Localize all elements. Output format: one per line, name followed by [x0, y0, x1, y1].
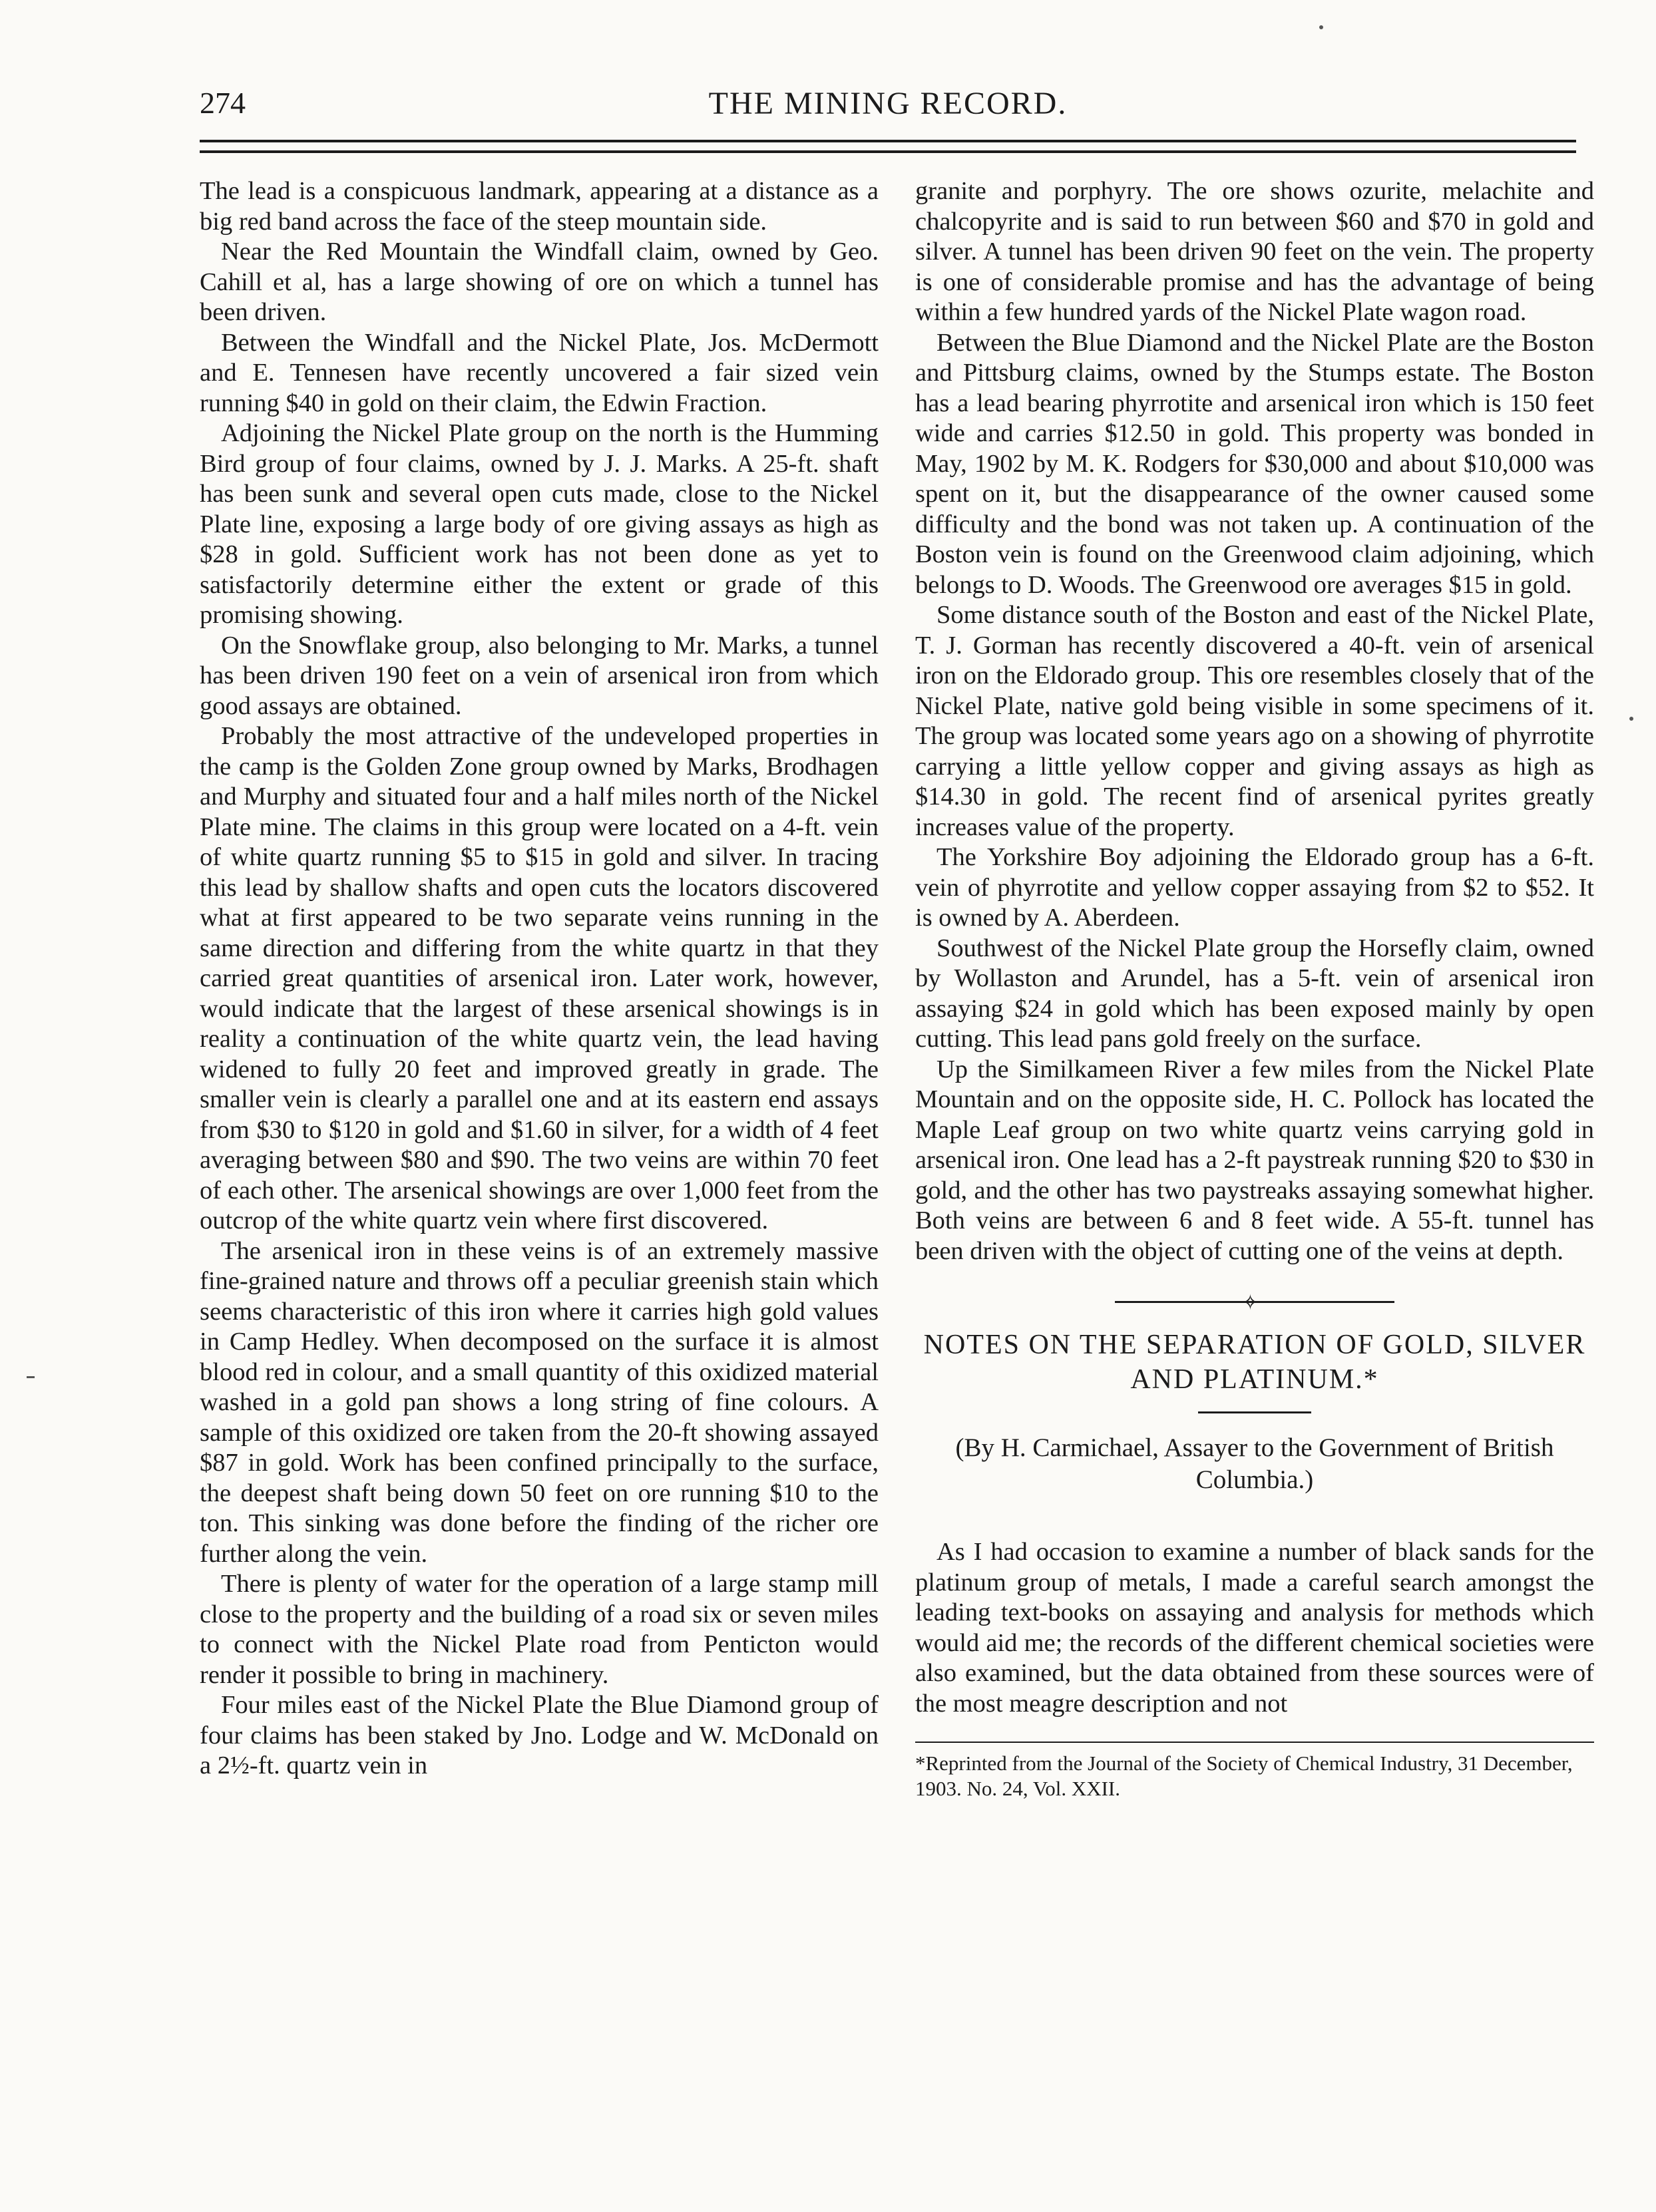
body-paragraph: The Yorkshire Boy adjoining the Eldorado group has a 6-ft. vein of phyrrotite and yellow copper assaying from $2 to $52. It is owned by A. Aberdeen. — [915, 843, 1594, 932]
section-separator — [915, 1289, 1594, 1316]
margin-speck — [1319, 25, 1323, 29]
body-paragraph: Southwest of the Nickel Plate group the Horsefly claim, owned by Wollaston and Arundel, has a 5-ft. vein of arsenical iron assaying $24 in gold which has been exposed mainly by open cutting. This lead pans gold freely on the surface. — [915, 934, 1594, 1053]
margin-speck — [27, 1376, 35, 1378]
body-paragraph: Adjoining the Nickel Plate group on the north is the Humming Bird group of four claims, owned by J. J. Marks. A 25-ft. shaft has been sunk and several open cuts made, close to the Nickel Plate line, exposing a large body of ore giving assays as high as $28 in gold. Sufficient work has not been done as yet to satisfactorily determine either the extent or grade of this promising showing. — [200, 419, 879, 629]
body-paragraph: Between the Blue Diamond and the Nickel Plate are the Boston and Pittsburg claims, owned by the Stumps estate. The Boston has a lead bearing phyrrotite and arsenical iron which is 150 feet wide and carries $12.50 in gold. This property was bonded in May, 1902 by M. K. Rodgers for $30,000 and about $10,000 was spent on it, but the disappearance of the owner caused some difficulty and the bond was not taken up. A continuation of the Boston vein is found on the Greenwood claim adjoining, which belongs to D. Woods. The Greenwood ore averages $15 in gold. — [915, 328, 1594, 599]
left-column — [200, 176, 879, 1781]
body-paragraph: Up the Similkameen River a few miles from the Nickel Plate Mountain and on the opposite side, H. C. Pollock has located the Maple Leaf group on two white quartz veins carrying gold in arsenical iron. One lead has a 2-ft paystreak running $20 to $30 in gold, and the other has two paystreaks assaying somewhat higher. Both veins are between 6 and 8 feet wide. A 55-ft. tunnel has been driven with the object of cutting one of the veins at depth. — [915, 1055, 1594, 1265]
article-paragraph: As I had occasion to examine a number of black sands for the platinum group of metals, I made a careful search amongst the leading text-books on assaying and analysis for methods which would aid me; the records of the different chemical societies were also examined, but the data obtained from these sources were of the most meagre description and not — [915, 1538, 1594, 1718]
margin-speck — [1629, 717, 1633, 721]
body-paragraph: granite and porphyry. The ore shows ozurite, melachite and chalcopyrite and is said to run between $60 and $70 in gold and silver. A tunnel has been driven 90 feet on the vein. The property is one of considerable promise and has the advantage of being within a few hundred yards of the Nickel Plate wagon road. — [915, 177, 1594, 326]
body-paragraph: Near the Red Mountain the Windfall claim, owned by Geo. Cahill et al, has a large showing of ore on which a tunnel has been driven. — [200, 238, 879, 326]
body-paragraph: Between the Windfall and the Nickel Plate, Jos. McDermott and E. Tennesen have recently uncovered a fair sized vein running $40 in gold on their claim, the Edwin Fraction. — [200, 328, 879, 417]
page-header — [200, 85, 1576, 138]
title-rule — [1198, 1411, 1311, 1413]
footnote: *Reprinted from the Journal of the Society of Chemical Industry, 31 December, 1903. No. 24, Vol. XXII. — [915, 1751, 1573, 1800]
right-column — [915, 176, 1594, 1801]
body-paragraph: There is plenty of water for the operation of a large stamp mill close to the property and the building of a road six or seven miles to connect with the Nickel Plate road from Penticton would render it possible to bring in machinery. — [200, 1570, 879, 1689]
footnote-rule — [915, 1742, 1594, 1743]
header-rule-bottom — [200, 150, 1576, 153]
article-byline: (By H. Carmichael, Assayer to the Government of British Columbia.) — [955, 1433, 1554, 1494]
separator-ornament-icon: ✧ — [1241, 1290, 1259, 1314]
page-number: 274 — [200, 86, 246, 120]
body-paragraph: The arsenical iron in these veins is of an extremely massive fine-grained nature and throws off a peculiar greenish stain which seems characteristic of this iron where it carries high gold values in Camp Hedley. When decomposed on the surface it is almost blood red in colour, and a small quantity of this oxidized material washed in a gold pan shows a long string of fine colours. A sample of this oxidized ore taken from the 20-ft showing assayed $87 in gold. Work has been confined principally to the surface, the deepest shaft being down 50 feet on ore running $10 to the ton. This sinking was done before the finding of the richer ore further along the vein. — [200, 1236, 879, 1568]
article-title: NOTES ON THE SEPARATION OF GOLD, SILVER AND PLATINUM.* — [923, 1330, 1586, 1395]
body-paragraph: Four miles east of the Nickel Plate the Blue Diamond group of four claims has been staked by Jno. Lodge and W. McDonald on a 2½-ft. quartz vein in — [200, 1691, 879, 1779]
header-rule-top — [200, 140, 1576, 142]
journal-title: THE MINING RECORD. — [708, 86, 1068, 121]
body-paragraph: Probably the most attractive of the undeveloped properties in the camp is the Golden Zone group owned by Marks, Brodhagen and Murphy and situated four and a half miles north of the Nickel Plate mine. The claims in this group were located on a 4-ft. vein of white quartz running $5 to $15 in gold and silver. In tracing this lead by shallow shafts and open cuts the locators discovered what at first appeared to be two separate veins running in the same direction and differing from the white quartz in that they carried great quantities of arsenical iron. Later work, however, would indicate that the largest of these arsenical showings is in reality a continuation of the white quartz vein, the lead having widened to fully 20 feet and improved greatly in grade. The smaller vein is clearly a parallel one and at its eastern end assays from $30 to $120 in gold and $1.60 in silver, for a width of 4 feet averaging between $80 and $90. The two veins are within 70 feet of each other. The arsenical showings are over 1,000 feet from the outcrop of the white quartz vein where first discovered. — [200, 722, 879, 1234]
body-paragraph: The lead is a conspicuous landmark, appearing at a distance as a big red band across the face of the steep mountain side. — [200, 177, 879, 236]
body-paragraph: Some distance south of the Boston and east of the Nickel Plate, T. J. Gorman has recently discovered a 40-ft. vein of arsenical iron on the Eldorado group. This ore resembles closely that of the Nickel Plate, native gold being visible in some specimens of it. The group was located some years ago on a showing of phyrrotite carrying a little yellow copper and giving assays as high as $14.30 in gold. The recent find of arsenical pyrites greatly increases value of the property. — [915, 601, 1594, 841]
body-paragraph: On the Snowflake group, also belonging to Mr. Marks, a tunnel has been driven 190 feet on a vein of arsenical iron from which good assays are obtained. — [200, 631, 879, 720]
